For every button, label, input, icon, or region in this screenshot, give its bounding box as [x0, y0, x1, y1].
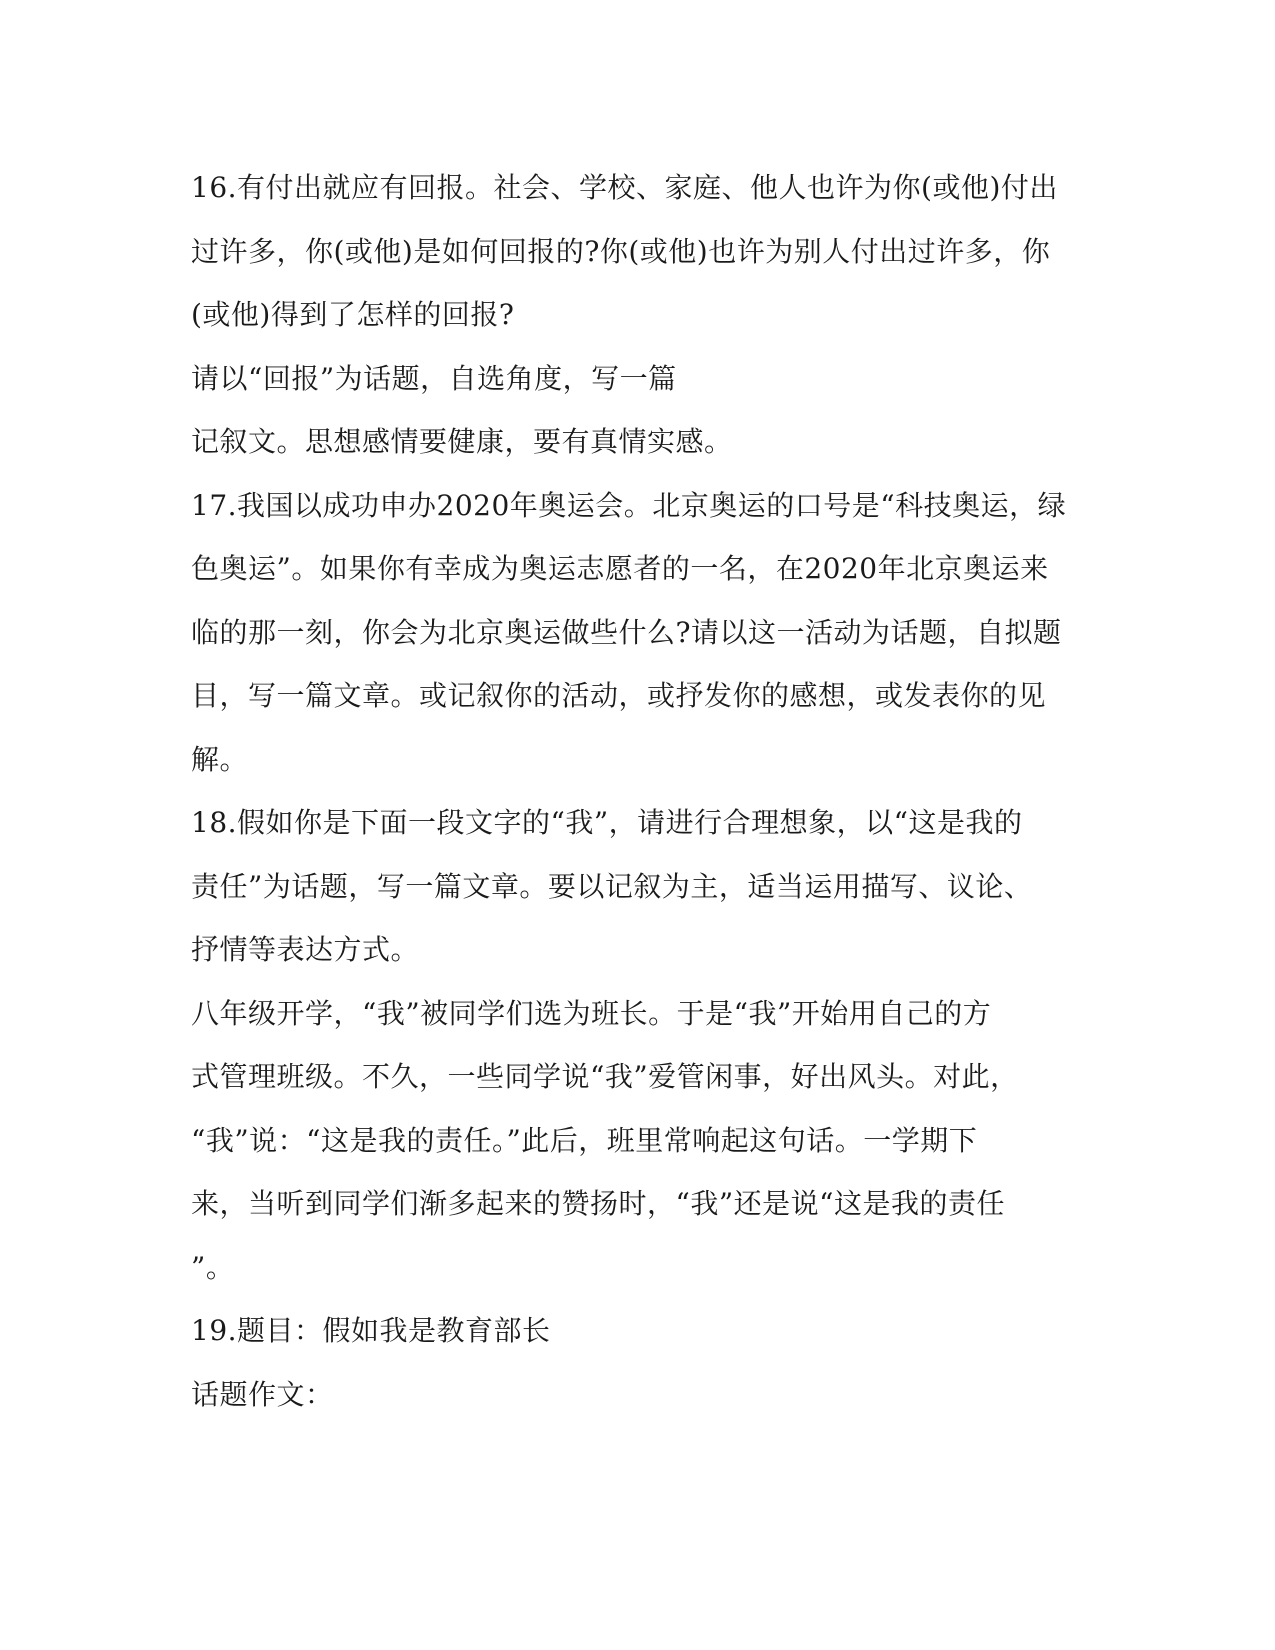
text-line: “我”说：“这是我的责任。”此后，班里常响起这句话。一学期下 — [191, 1123, 978, 1157]
document-body — [191, 156, 1091, 1426]
text-line: (或他)得到了怎样的回报? — [191, 298, 515, 331]
text-line: 目，写一篇文章。或记叙你的活动，或抒发你的感想，或发表你的见 — [191, 679, 1047, 712]
text-line: 话题作文： — [191, 1377, 334, 1411]
text-line: 八年级开学，“我”被同学们选为班长。于是“我”开始用自己的方 — [191, 996, 992, 1030]
text-line: 色奥运”。如果你有幸成为奥运志愿者的一名，在2020年北京奥运来 — [191, 552, 1049, 585]
text-line: 请以“回报”为话题，自选角度，写一篇 — [191, 361, 677, 395]
text-line: 责任”为话题，写一篇文章。要以记叙为主，适当运用描写、议论、 — [191, 869, 1033, 903]
text-line: 来，当听到同学们渐多起来的赞扬时，“我”还是说“这是我的责任 — [191, 1187, 1005, 1220]
text-line: 过许多，你(或他)是如何回报的?你(或他)也许为别人付出过许多，你 — [191, 234, 1051, 268]
text-line: 18.假如你是下面一段文字的“我”，请进行合理想象，以“这是我的 — [191, 806, 1023, 839]
text-line: 16.有付出就应有回报。社会、学校、家庭、他人也许为你(或他)付出 — [191, 171, 1058, 204]
text-line: 式管理班级。不久，一些同学说“我”爱管闲事，好出风头。对此， — [191, 1060, 1019, 1093]
text-line: 记叙文。思想感情要健康，要有真情实感。 — [191, 425, 733, 458]
text-line: ”。 — [191, 1250, 235, 1284]
text-line: 17.我国以成功申办2020年奥运会。北京奥运的口号是“科技奥运，绿 — [191, 488, 1067, 522]
text-line: 临的那一刻，你会为北京奥运做些什么?请以这一活动为话题，自拟题 — [191, 615, 1062, 649]
text-line: 抒情等表达方式。 — [191, 933, 420, 966]
text-line: 19.题目：假如我是教育部长 — [191, 1314, 551, 1347]
text-line: 解。 — [191, 742, 249, 776]
